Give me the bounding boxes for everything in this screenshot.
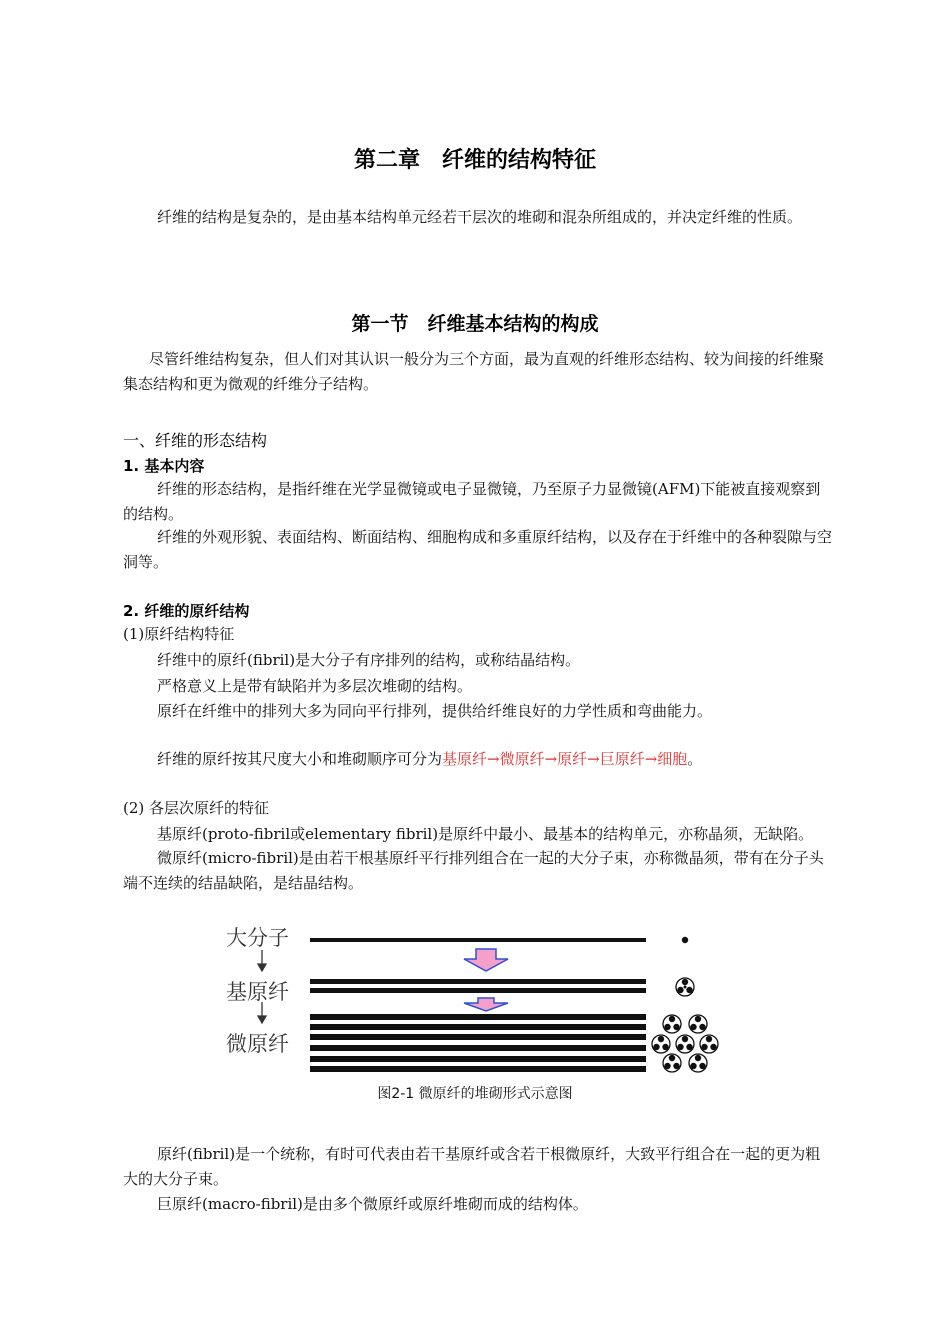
protofibril-line [310,988,646,993]
item2-heading: (2) 各层次原纤的特征 [123,799,270,817]
paragraph-morphology-definition: 纤维的形态结构，是指纤维在光学显微镜或电子显微镜，乃至原子力显微镜(AFM)下能被直接观察到的结构。 [123,480,821,523]
label-arrow-1 [258,950,266,971]
item1-line1: 纤维中的原纤(fibril)是大分子有序排列的结构，或称结晶结构。 [157,651,581,669]
figure-label-protofibril: 基原纤 [226,980,289,1004]
protofibril-cross-section [676,978,694,996]
hierarchy-prefix: 纤维的原纤按其尺度大小和堆砌顺序可分为 [157,750,443,768]
item2-paragraph-fibril: 原纤(fibril)是一个统称，有时可代表由若干基原纤或含若干根微原纤，大致平行组合在一起的更为粗大的大分子束。 [123,1145,821,1188]
microfibril-line [310,1034,646,1040]
paragraph-morphology-contents: 纤维的外观形貌、表面结构、断面结构、细胞构成和多重原纤结构，以及存在于纤维中的各种裂隙与空洞等。 [123,528,833,571]
microfibril-line [310,1014,646,1020]
section-intro-paragraph: 尽管纤维结构复杂，但人们对其认识一般分为三个方面，最为直观的纤维形态结构、较为间接的纤维聚集态结构和更为微观的纤维分子结构。 [123,350,825,393]
pink-arrow-1 [464,949,508,971]
microfibril-line [310,1066,646,1072]
microfibril-cross-section [652,1015,718,1072]
section-title: 第一节 纤维基本结构的构成 [351,313,599,335]
sub2-heading: 2. 纤维的原纤结构 [123,602,250,620]
macromolecule-line [310,938,646,942]
item2-line4: 巨原纤(macro-fibril)是由多个微原纤或原纤堆砌而成的结构体。 [157,1195,588,1213]
figure-caption: 图2-1 微原纤的堆砌形式示意图 [377,1086,573,1102]
microfibril-line [310,1056,646,1062]
item1-line4 [157,747,702,772]
item1-line3: 原纤在纤维中的排列大多为同向平行排列，提供给纤维良好的力学性质和弯曲能力。 [157,702,713,720]
item1-line2: 严格意义上是带有缺陷并为多层次堆砌的结构。 [157,677,473,695]
sub1-heading: 1. 基本内容 [123,457,205,475]
figure-label-microfibril: 微原纤 [226,1032,289,1056]
microfibril-line [310,1024,646,1030]
microfibril-line [310,1045,646,1051]
figure-label-macromolecule: 大分子 [226,926,289,950]
figure-microfibril-stacking [222,918,732,1080]
intro-paragraph: 纤维的结构是复杂的，是由基本结构单元经若干层次的堆砌和混杂所组成的，并决定纤维的性质。 [157,208,803,226]
protofibril-line [310,979,646,984]
part1-heading: 一、纤维的形态结构 [123,431,268,450]
macromolecule-cross-section [682,937,688,943]
item2-paragraph-microfibril: 微原纤(micro-fibril)是由若干根基原纤平行排列组合在一起的大分子束，亦称微晶须，带有在分子头端不连续的结晶缺陷，是结晶结构。 [123,849,824,892]
item1-heading: (1)原纤结构特征 [123,625,235,643]
pink-arrow-2 [464,998,508,1011]
chapter-title: 第二章 纤维的结构特征 [353,148,596,173]
hierarchy-suffix: 。 [687,750,703,768]
hierarchy-highlight: 基原纤→微原纤→原纤→巨原纤→细胞 [442,750,688,768]
item2-line1: 基原纤(proto-fibril或elementary fibril)是原纤中最小、最基本的结构单元，亦称晶须，无缺陷。 [157,825,814,843]
figure-drawing [222,918,732,1080]
label-arrow-2 [258,1002,266,1023]
